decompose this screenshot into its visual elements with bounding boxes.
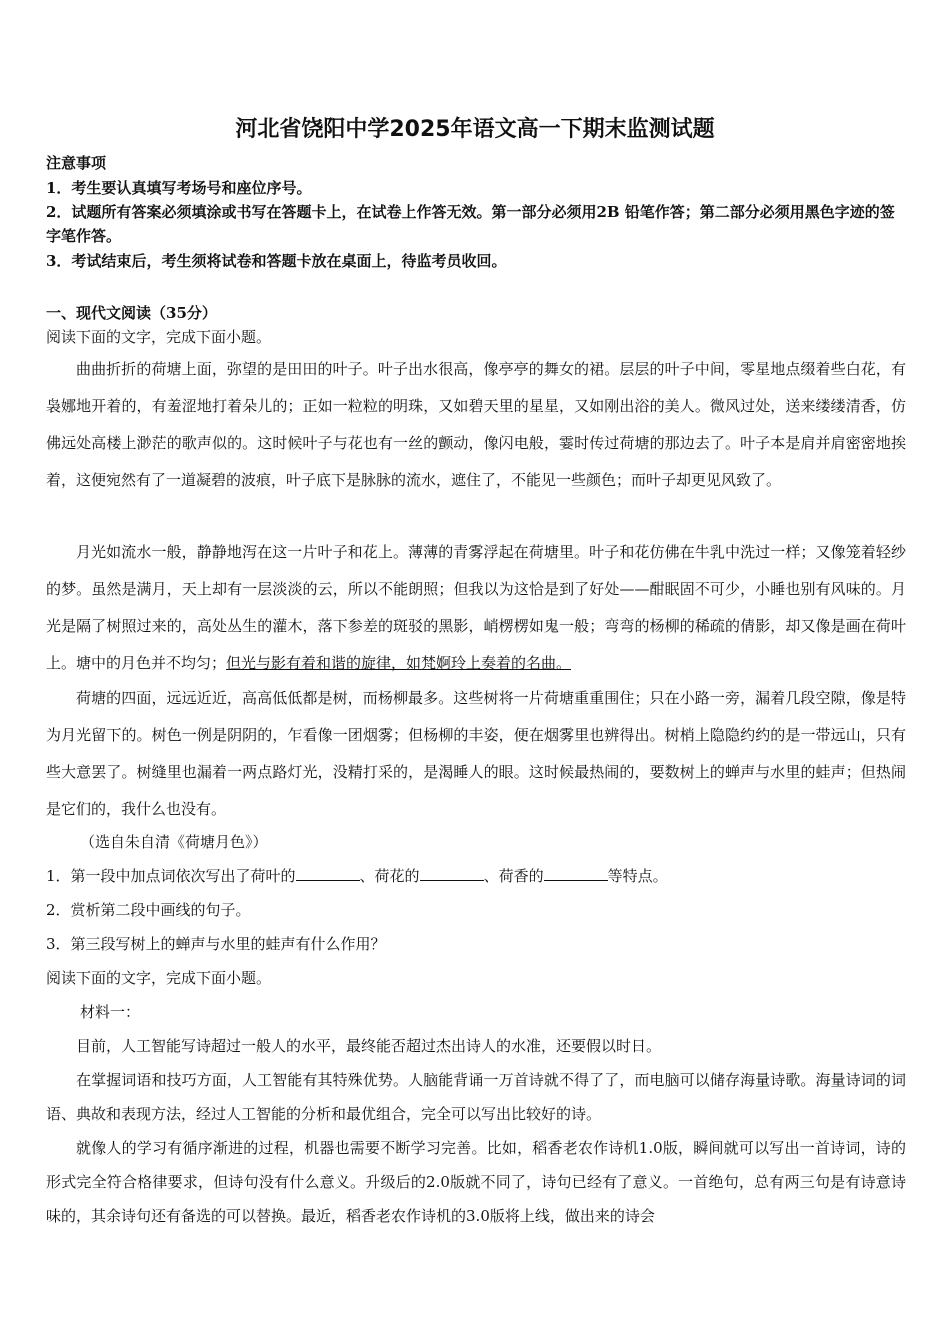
question-3: 3．第三段写树上的蝉声与水里的蛙声有什么作用？ <box>46 935 386 953</box>
passage-paragraph: 曲曲折折的荷塘上面，弥望的是田田的叶子。叶子出水很高，像亭亭的舞女的裙。层层的叶子中间，零星地点缀着些白花，有袅娜地开着的，有羞涩地打着朵儿的；正如一粒粒的明珠，又如碧天里的星星，又如刚出浴的美人。微风过处，送来缕缕清香，仿佛远处高楼上渺茫的歌声似的。这时候叶子与花也有一丝的颤动，像闪电般，霎时传过荷塘的那边去了。叶子本是肩并肩密密地挨着，这便宛然有了一道凝碧的波痕，叶子底下是脉脉的流水，遮住了，不能见一些颜色；而叶子却更见风致了。 <box>46 360 906 489</box>
passage-paragraph: 就像人的学习有循序渐进的过程，机器也需要不断学习完善。比如，稻香老农作诗机1.0版，瞬间就可以写出一首诗词，诗的形式完全符合格律要求，但诗句没有什么意义。升级后的2.0版就不同了，诗句已经有了意义。一首绝句，总有两三句是有诗意诗味的，其余诗句还有备选的可以替换。最近，稻香老农作诗机的3.0版将上线，做出来的诗会 <box>46 1139 906 1225</box>
notice-item: 1．考生要认真填写考场号和座位序号。 <box>46 179 312 197</box>
paragraph-text: 月光如流水一般，静静地泻在这一片叶子和花上。薄薄的青雾浮起在荷塘里。叶子和花仿佛在牛乳中洗过一样；又像笼着轻纱的梦。虽然是满月，天上却有一层淡淡的云，所以不能朗照；但我以为这恰是到了好处——酣眠固不可少，小睡也别有风味的。月光是隔了树照过来的，高处丛生的灌木，落下参差的斑驳的黑影，峭楞楞如鬼一般；弯弯的杨柳的稀疏的倩影，却又像是画在荷叶上。塘中的月色并不均匀； <box>46 543 906 672</box>
passage-paragraph: 目前，人工智能写诗超过一般人的水平，最终能否超过杰出诗人的水准，还要假以时日。 <box>76 1037 662 1055</box>
section-heading: 一、现代文阅读（35分） <box>46 304 217 322</box>
passage-paragraph: 在掌握词语和技巧方面，人工智能有其特殊优势。人脑能背诵一万首诗就不得了了，而电脑可以储存海量诗歌。海量诗词的词语、典故和表现方法，经过人工智能的分析和最优组合，完全可以写出比较好的诗。 <box>46 1071 906 1123</box>
question-text: 1．第一段中加点词依次写出了荷叶的 <box>46 867 296 885</box>
reading-intro: 阅读下面的文字，完成下面小题。 <box>46 969 272 987</box>
answer-blank[interactable] <box>420 866 484 881</box>
question-text: 、荷香的 <box>483 867 544 885</box>
passage-paragraph: 荷塘的四面，远远近近，高高低低都是树，而杨柳最多。这些树将一片荷塘重重围住；只在小路一旁，漏着几段空隙，像是特为月光留下的。树色一例是阴阴的，乍看像一团烟雾；但杨柳的丰姿，便在烟雾里也辨得出。树梢上隐隐约约的是一带远山，只有些大意罢了。树缝里也漏着一两点路灯光，没精打采的，是渴睡人的眼。这时候最热闹的，要数树上的蝉声与水里的蛙声；但热闹是它们的，我什么也没有。 <box>46 689 906 818</box>
passage-paragraph <box>46 534 906 682</box>
page-title: 河北省饶阳中学2025年语文高一下期末监测试题 <box>235 117 715 142</box>
material-label: 材料一： <box>80 1003 141 1021</box>
notice-item: 2．试题所有答案必须填涂或书写在答题卡上，在试卷上作答无效。第一部分必须用2B 铅笔作答；第二部分必须用黑色字迹的签字笔作答。 <box>46 203 895 245</box>
answer-blank[interactable] <box>544 866 608 881</box>
reading-intro: 阅读下面的文字，完成下面小题。 <box>46 328 272 346</box>
notice-heading: 注意事项 <box>46 154 107 172</box>
underlined-sentence: 但光与影有着和谐的旋律，如梵婀玲上奏着的名曲。 <box>226 654 572 672</box>
question-2: 2．赏析第二段中画线的句子。 <box>46 901 251 919</box>
passage-source: （选自朱自清《荷塘月色》） <box>80 833 268 851</box>
question-text: 、荷花的 <box>359 867 420 885</box>
question-text: 等特点。 <box>607 867 668 885</box>
notice-item: 3．考试结束后，考生须将试卷和答题卡放在桌面上，待监考员收回。 <box>46 252 507 270</box>
question-1 <box>46 864 906 888</box>
answer-blank[interactable] <box>296 866 360 881</box>
